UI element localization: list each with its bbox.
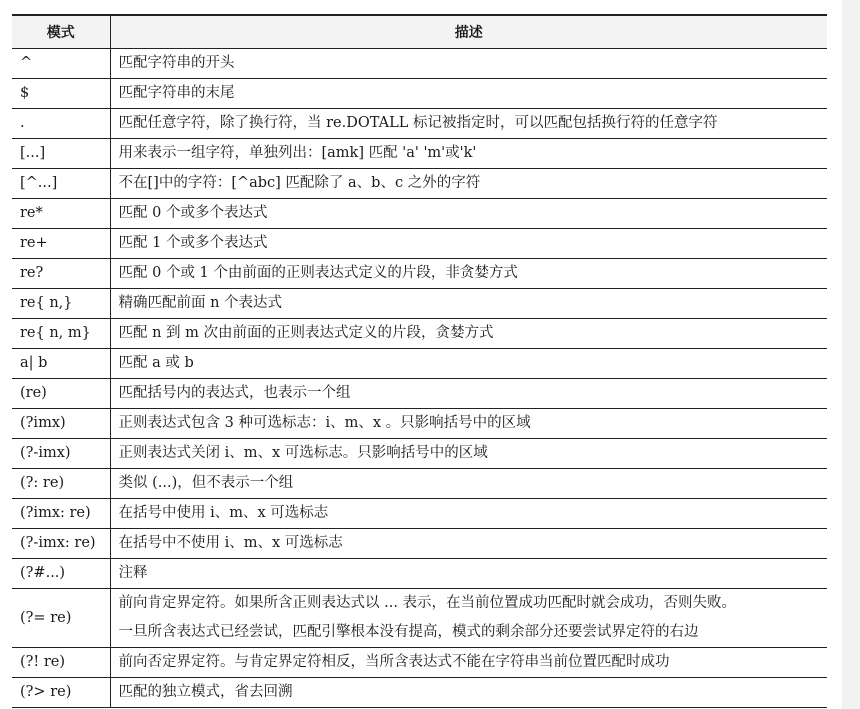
table-row <box>12 49 827 79</box>
description-line: 匹配字符串的末尾 <box>118 85 235 101</box>
description-cell <box>110 499 827 529</box>
description-cell <box>110 259 827 289</box>
table-row <box>12 409 827 439</box>
table-row <box>12 169 827 199</box>
description-cell <box>110 678 827 708</box>
pattern-cell: re+ <box>12 229 110 259</box>
description-cell <box>110 529 827 559</box>
pattern-cell: . <box>12 109 110 139</box>
pattern-cell: [...] <box>12 139 110 169</box>
description-cell <box>110 409 827 439</box>
table-row <box>12 289 827 319</box>
table-row <box>12 559 827 589</box>
description-line: 前向肯定界定符。如果所含正则表达式以 ... 表示，在当前位置成功匹配时就会成功，否则失败。 <box>118 595 737 611</box>
description-line: 正则表达式关闭 i、m、x 可选标志。只影响括号中的区域 <box>118 445 488 461</box>
description-cell <box>110 79 827 109</box>
description-line: 类似 (...)，但不表示一个组 <box>118 475 294 491</box>
pattern-cell: (?imx: re) <box>12 499 110 529</box>
pattern-cell: ^ <box>12 49 110 79</box>
table-row <box>12 648 827 678</box>
table-row <box>12 439 827 469</box>
description-cell <box>110 319 827 349</box>
table-row <box>12 379 827 409</box>
table-row <box>12 79 827 109</box>
description-cell <box>110 589 827 648</box>
description-cell <box>110 379 827 409</box>
table-row <box>12 319 827 349</box>
description-cell <box>110 648 827 678</box>
description-cell <box>110 349 827 379</box>
description-cell <box>110 559 827 589</box>
table-row <box>12 259 827 289</box>
column-header-pattern: 模式 <box>12 15 110 49</box>
table-row <box>12 109 827 139</box>
pattern-cell: re* <box>12 199 110 229</box>
pattern-cell: $ <box>12 79 110 109</box>
description-line: 匹配 0 个或多个表达式 <box>118 205 268 221</box>
description-cell <box>110 169 827 199</box>
description-line: 精确匹配前面 n 个表达式 <box>118 295 283 311</box>
description-line: 不在[]中的字符：[^abc] 匹配除了 a、b、c 之外的字符 <box>118 175 481 191</box>
description-cell <box>110 439 827 469</box>
pattern-cell: (?! re) <box>12 648 110 678</box>
pattern-cell: re{ n,} <box>12 289 110 319</box>
description-line: 匹配 1 个或多个表达式 <box>118 235 268 251</box>
description-line: 在括号中使用 i、m、x 可选标志 <box>118 505 329 521</box>
table-row <box>12 499 827 529</box>
table-body <box>12 49 827 708</box>
table-header-row <box>12 15 827 49</box>
pattern-cell: (?= re) <box>12 589 110 648</box>
table-row <box>12 589 827 648</box>
description-line: 匹配 0 个或 1 个由前面的正则表达式定义的片段，非贪婪方式 <box>118 265 518 281</box>
pattern-cell: (?> re) <box>12 678 110 708</box>
description-line: 匹配字符串的开头 <box>118 55 235 71</box>
pattern-cell: (?-imx: re) <box>12 529 110 559</box>
pattern-cell: re{ n, m} <box>12 319 110 349</box>
description-line: 在括号中不使用 i、m、x 可选标志 <box>118 535 343 551</box>
description-cell <box>110 49 827 79</box>
description-line: 正则表达式包含 3 种可选标志：i、m、x 。只影响括号中的区域 <box>118 415 531 431</box>
description-cell <box>110 199 827 229</box>
table-row <box>12 678 827 708</box>
description-line: 一旦所含表达式已经尝试，匹配引擎根本没有提高，模式的剩余部分还要尝试界定符的右边 <box>118 624 699 640</box>
pattern-cell: (?imx) <box>12 409 110 439</box>
description-cell <box>110 469 827 499</box>
table-row <box>12 529 827 559</box>
description-line: 匹配任意字符，除了换行符，当 re.DOTALL 标记被指定时，可以匹配包括换行符的任意字符 <box>118 115 718 131</box>
description-line: 前向否定界定符。与肯定界定符相反，当所含表达式不能在字符串当前位置匹配时成功 <box>118 654 670 670</box>
description-line: 匹配 a 或 b <box>118 355 194 371</box>
pattern-cell: (re) <box>12 379 110 409</box>
pattern-cell: (?: re) <box>12 469 110 499</box>
description-line: 匹配的独立模式，省去回溯 <box>118 684 293 700</box>
pattern-cell: a| b <box>12 349 110 379</box>
table-row <box>12 349 827 379</box>
description-cell <box>110 109 827 139</box>
scrollbar-track[interactable] <box>842 0 860 709</box>
description-cell <box>110 139 827 169</box>
table-row <box>12 199 827 229</box>
regex-pattern-table <box>12 14 827 708</box>
description-line: 用来表示一组字符，单独列出：[amk] 匹配 'a' 'm'或'k' <box>118 145 477 161</box>
description-line: 注释 <box>118 565 148 581</box>
pattern-cell: re? <box>12 259 110 289</box>
table-row <box>12 229 827 259</box>
column-header-description: 描述 <box>110 15 827 49</box>
pattern-cell: (?#...) <box>12 559 110 589</box>
description-cell <box>110 229 827 259</box>
description-line: 匹配 n 到 m 次由前面的正则表达式定义的片段，贪婪方式 <box>118 325 494 341</box>
pattern-cell: [^...] <box>12 169 110 199</box>
description-line: 匹配括号内的表达式，也表示一个组 <box>118 385 351 401</box>
table-row <box>12 139 827 169</box>
description-cell <box>110 289 827 319</box>
table-row <box>12 469 827 499</box>
pattern-cell: (?-imx) <box>12 439 110 469</box>
